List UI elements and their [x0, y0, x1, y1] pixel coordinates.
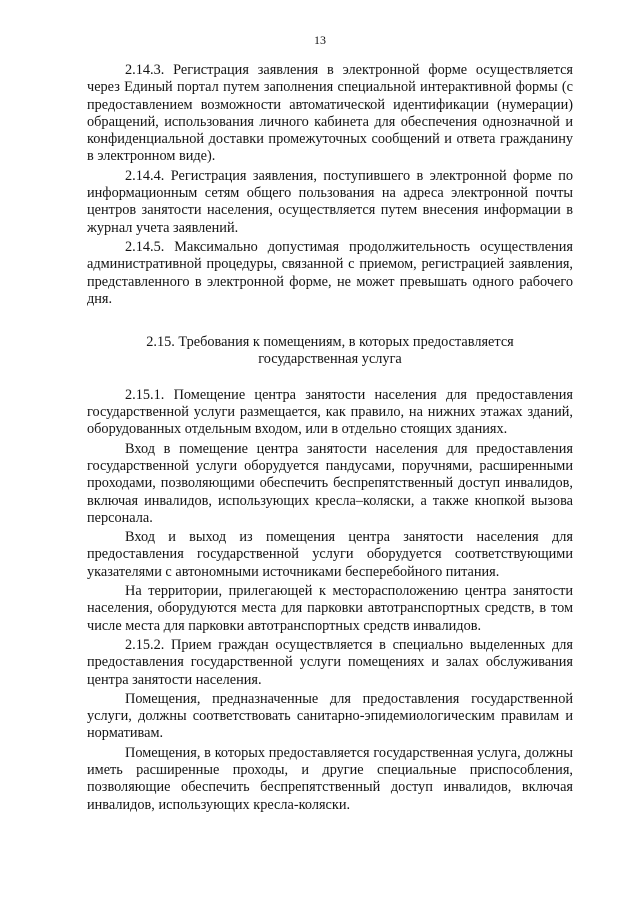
page-body	[87, 62, 573, 814]
paragraph-sanitary: Помещения, предназначенные для предоставления государственной услуги, должны соответствовать санитарно-эпидемиологическим правилам и нормативам.	[87, 690, 573, 742]
paragraph-2-14-4: 2.14.4. Регистрация заявления, поступившего в электронной форме по информационным сетям общего пользования на адреса электронной почты центров занятости населения, осуществляется путем внесения информации в журнал учета заявлений.	[87, 167, 573, 236]
paragraph-2-15-2: 2.15.2. Прием граждан осуществляется в специально выделенных для предоставления государственной услуги помещениях и залах обслуживания центра занятости населения.	[87, 636, 573, 688]
paragraph-2-14-5: 2.14.5. Максимально допустимая продолжительность осуществления административной процедуры, связанной с приемом, регистрацией заявления, представленного в электронной форме, не может превышать одного рабочего дня.	[87, 238, 573, 307]
paragraph-2-15-1: 2.15.1. Помещение центра занятости населения для предоставления государственной услуги размещается, как правило, на нижних этажах зданий, оборудованных отдельным входом, или в отдельно стоящих зданиях.	[87, 386, 573, 438]
page-number: 13	[314, 33, 326, 47]
paragraph-accessibility: Помещения, в которых предоставляется государственная услуга, должны иметь расширенные проходы, и другие специальные приспособления, позволяющие обеспечить беспрепятственный доступ инвалидов, включая инвалидов, использующих кресла-коляски.	[87, 744, 573, 813]
paragraph-2-14-3: 2.14.3. Регистрация заявления в электронной форме осуществляется через Единый портал путем заполнения специальной интерактивной формы (с предоставлением возможности автоматической идентификации (нумерации) обращений, использования личного кабинета для обеспечения однозначной и конфиденциальной доставки промежуточных сообщений и ответа гражданину в электронном виде).	[87, 62, 573, 165]
paragraph-entrance-ramps: Вход в помещение центра занятости населения для предоставления государственной услуги оборудуется пандусами, поручнями, расширенными проходами, позволяющими обеспечить беспрепятственный доступ инвалидов, включая инвалидов, использующих кресла–коляски, а также кнопкой вызова персонала.	[87, 440, 573, 526]
section-heading-line-2: государственная услуга	[258, 351, 402, 368]
section-heading-2-15	[87, 334, 573, 369]
section-heading-line-1: 2.15. Требования к помещениям, в которых предоставляется	[146, 334, 514, 351]
paragraph-entrance-signs: Вход и выход из помещения центра занятости населения для предоставления государственной услуги оборудуется соответствующими указателями с автономными источниками бесперебойного питания.	[87, 529, 573, 580]
paragraph-parking: На территории, прилегающей к месторасположению центра занятости населения, оборудуются места для парковки автотранспортных средств, в том числе места для парковки автотранспортных средств инвалидов.	[87, 583, 573, 634]
